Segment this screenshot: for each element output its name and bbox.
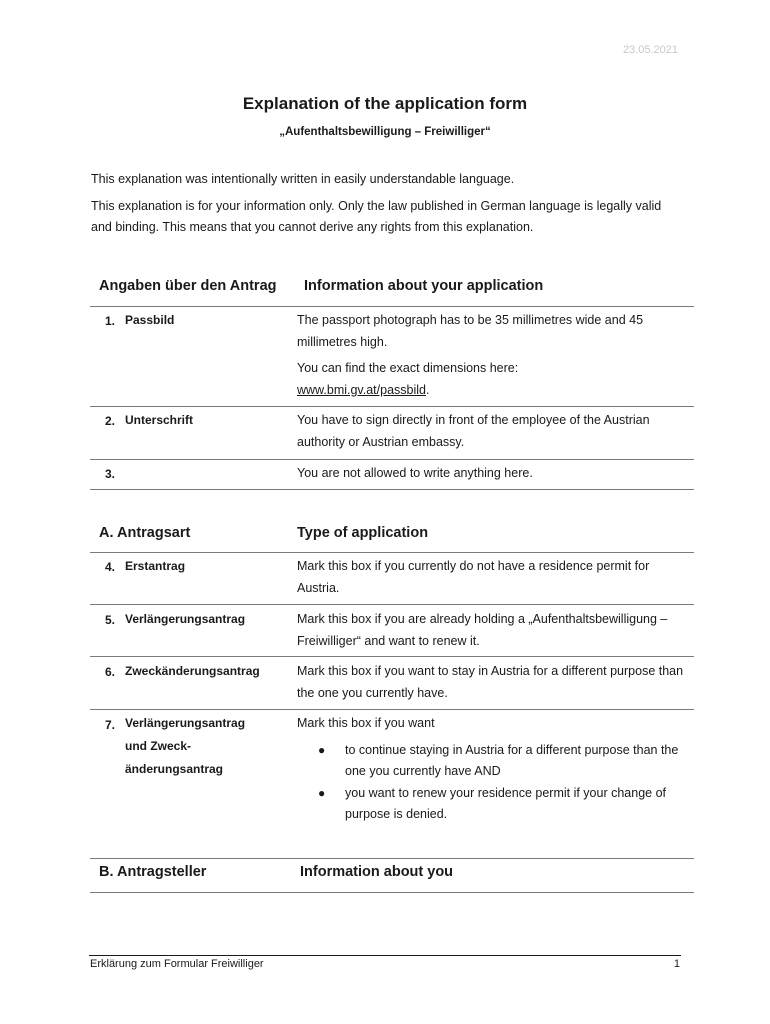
row-number: 6.	[104, 665, 115, 679]
row-number: 1.	[104, 314, 115, 328]
table-rule	[90, 489, 694, 490]
footer-rule	[89, 955, 681, 956]
row-text: Mark this box if you want	[297, 716, 435, 730]
row-text: Mark this box if you currently do not have a residence permit for Austria.	[297, 559, 650, 595]
row-label: Unterschrift	[125, 413, 194, 427]
intro-paragraph-2: This explanation is for your information only. Only the law published in German language is legally valid and binding. This means that you cannot derive any rights from this explanation.	[91, 199, 662, 234]
row-label: Zweckänderungsantrag	[125, 664, 260, 678]
section-heading-de: Angaben über den Antrag	[99, 278, 277, 294]
passbild-link[interactable]: www.bmi.gv.at/passbild	[297, 382, 426, 397]
table-rule	[90, 892, 694, 893]
row-text-secondary-label: You can find the exact dimensions here:	[297, 361, 519, 375]
section-heading-de: A. Antragsart	[99, 525, 191, 541]
row-number: 5.	[104, 613, 115, 627]
table-rule	[90, 858, 694, 859]
page-number: 1	[673, 958, 680, 970]
table-rule	[90, 552, 694, 553]
table-rule	[90, 406, 694, 407]
bullet-icon: ●	[318, 786, 326, 800]
row-label-line: änderungsantrag	[125, 762, 224, 776]
row-number: 7.	[104, 718, 115, 732]
row-text: Mark this box if you want to stay in Austria for a different purpose than the one you currently have.	[297, 664, 684, 700]
section-heading-en: Type of application	[297, 525, 429, 541]
page-title: Explanation of the application form	[242, 94, 528, 113]
row-text: The passport photograph has to be 35 millimetres wide and 45 millimetres high.	[297, 313, 644, 349]
row-number: 2.	[104, 414, 115, 428]
footer-text: Erklärung zum Formular Freiwilliger	[90, 958, 264, 970]
bullet-list	[297, 740, 692, 826]
bullet-icon: ●	[318, 743, 326, 757]
row-text: You have to sign directly in front of the employee of the Austrian authority or Austrian embassy.	[297, 413, 650, 449]
page-subtitle: „Aufenthaltsbewilligung – Freiwilliger“	[279, 126, 491, 138]
table-rule	[90, 604, 694, 605]
table-rule	[90, 656, 694, 657]
row-label-multiline	[125, 712, 245, 781]
intro-paragraph-1: This explanation was intentionally written in easily understandable language.	[91, 172, 515, 186]
list-item	[297, 740, 692, 781]
row-label: Erstantrag	[125, 559, 186, 573]
document-date: 23.05.2021	[622, 44, 678, 56]
row-label-line: und Zweck-	[125, 739, 192, 753]
section-heading-en: Information about you	[300, 864, 454, 880]
row-number: 3.	[104, 467, 115, 481]
bullet-text: to continue staying in Austria for a different purpose than the one you currently have AND	[345, 743, 679, 778]
row-label: Verlängerungsantrag	[125, 612, 246, 626]
row-text-secondary	[297, 358, 692, 401]
section-heading-en: Information about your application	[304, 278, 544, 294]
row-number: 4.	[104, 560, 115, 574]
row-label: Passbild	[125, 313, 175, 327]
link-period: .	[426, 382, 430, 397]
row-text: Mark this box if you are already holding a „Aufenthaltsbewilligung – Freiwilliger“ and want to renew it.	[297, 612, 668, 648]
table-rule	[90, 306, 694, 307]
section-heading-de: B. Antragsteller	[99, 864, 207, 880]
row-text: You are not allowed to write anything here.	[297, 466, 533, 480]
table-rule	[90, 709, 694, 710]
row-label-line: Verlängerungsantrag	[125, 716, 246, 730]
list-item	[297, 783, 692, 824]
table-rule	[90, 459, 694, 460]
bullet-text: you want to renew your residence permit if your change of purpose is denied.	[345, 786, 667, 821]
